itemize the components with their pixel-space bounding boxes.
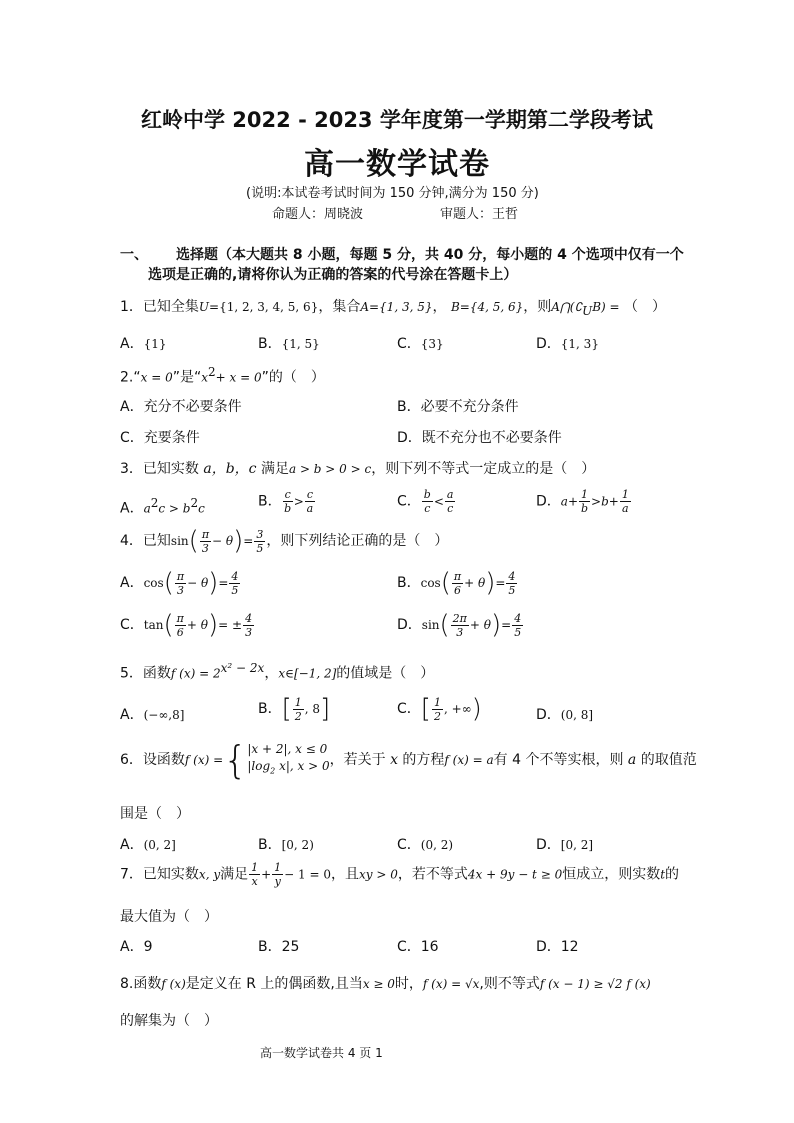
q1-text: 1．已知全集 bbox=[120, 299, 199, 315]
q6-option-a-value: (0, 2] bbox=[143, 838, 176, 852]
q6-option-c-label: C． bbox=[397, 837, 421, 853]
q1-option-c-label: C． bbox=[397, 336, 421, 352]
q4-text2: ，则下列结论正确的是（ ） bbox=[266, 533, 449, 549]
q1-text4: ，则 bbox=[523, 299, 552, 315]
q5-option-b-label: B． bbox=[258, 701, 282, 717]
exam-title: 红岭中学 2022 - 2023 学年度第一学期第二学段考试 bbox=[141, 108, 653, 132]
q2-text1: 2.“ bbox=[120, 369, 141, 386]
q6-option-c-value: (0, 2) bbox=[420, 838, 454, 852]
q5-option-b[interactable]: B．[ $\frac{1}{2}$ , 8] bbox=[258, 694, 331, 724]
question-6: 6．设函数f (x) ={ |x + 2|, x ≤ 0 $|\log_2$ x|, x > 0 ，若关于 x 的方程f (x) = a有 4 个不等实根，则 a 的取值范 bbox=[120, 738, 697, 782]
q5-text1: 5．函数 bbox=[120, 665, 171, 682]
q2-option-c[interactable]: C．充要条件 bbox=[120, 430, 200, 446]
q8-text-cont: 的解集为（ ） bbox=[120, 1013, 218, 1029]
q5-option-c[interactable]: C．[ $\frac{1}{2}$ , +∞) bbox=[397, 694, 482, 724]
q6-option-a-label: A． bbox=[120, 837, 144, 853]
q6-option-b[interactable] bbox=[258, 834, 314, 854]
q1-option-c[interactable] bbox=[397, 333, 444, 353]
question-7: 7．已知实数x, y满足 $\frac{1}{x}$ + $\frac{1}{y}$ − 1 = 0，且xy > 0，若不等式4x + 9y − t ≥ 0恒成立，则实数t的 bbox=[120, 861, 680, 888]
q6-option-a[interactable] bbox=[120, 834, 176, 854]
q3-option-b-label: B． bbox=[258, 493, 282, 510]
q1-option-d[interactable] bbox=[536, 333, 599, 353]
q7-text1: 7．已知实数 bbox=[120, 866, 199, 883]
question-1 bbox=[120, 296, 666, 318]
q1-sub: U bbox=[582, 303, 593, 318]
q1-expr2: B) = bbox=[592, 300, 620, 314]
q6-text1: 6．设函数 bbox=[120, 752, 185, 768]
q1-u: U bbox=[198, 300, 210, 314]
q3-option-a-label: A． bbox=[120, 500, 144, 517]
q5-text3: 的值域是（ ） bbox=[336, 665, 435, 682]
exam-note: (说明:本试卷考试时间为 150 分钟,满分为 150 分) bbox=[246, 186, 539, 201]
q3-option-a[interactable]: A．$a^2c > b^2c$ bbox=[120, 496, 205, 517]
q3-option-c-label: C． bbox=[397, 493, 421, 510]
q6-option-b-label: B． bbox=[258, 837, 282, 853]
q7-option-c[interactable]: C．16 bbox=[397, 939, 439, 955]
question-4: 4．已知sin( $\frac{\pi}{3}$ − θ)= $\frac{3}{5}$ ，则下列结论正确的是（ ） bbox=[120, 526, 449, 556]
q1-set-a: A={1, 3, 5} bbox=[360, 300, 433, 314]
page-footer: 高一数学试卷共 4 页 1 bbox=[260, 1046, 383, 1060]
q3-text2: 满足 bbox=[256, 461, 289, 477]
q1-option-a-value: {1} bbox=[143, 337, 167, 351]
q3-vars: a，b，c bbox=[203, 461, 257, 477]
question-8: 8.函数f (x)是定义在 R 上的偶函数,且当x ≥ 0时，f (x) = √x,则不等式f (x − 1) ≥ √2 f (x) bbox=[120, 976, 651, 992]
exam-subtitle: 高一数学试卷 bbox=[304, 147, 490, 182]
q1-uset: ={1, 2, 3, 4, 5, 6} bbox=[209, 300, 319, 314]
q6-option-d-label: D． bbox=[536, 837, 561, 853]
section-heading-line1: 选择题（本大题共 8 小题，每题 5 分，共 40 分，每小题的 4 个选项中仅有一个 bbox=[176, 247, 684, 263]
q5-option-a-label: A． bbox=[120, 707, 144, 723]
q5-option-d-label: D． bbox=[536, 707, 561, 723]
q5-option-d-value: (0, 8] bbox=[560, 708, 594, 722]
q4-option-b-label: B． bbox=[397, 575, 421, 591]
q6-option-d[interactable] bbox=[536, 834, 593, 854]
q2-text3: ”的（ ） bbox=[261, 369, 325, 386]
q4-option-c-label: C． bbox=[120, 617, 144, 633]
q4-option-a[interactable]: A．cos( $\frac{\pi}{3}$ − θ)= $\frac{4}{5}$ bbox=[120, 568, 239, 598]
section-number: 一、 bbox=[120, 247, 148, 263]
q2-math1: x = 0 bbox=[140, 370, 173, 385]
q6-option-b-value: [0, 2) bbox=[281, 838, 314, 852]
q2-text2: ”是“ bbox=[172, 369, 202, 386]
q2-math2: x bbox=[201, 370, 209, 385]
question-2: 2.“x = 0”是“$x^2+ x = 0$”的（ ） bbox=[120, 365, 325, 386]
section-heading-line2: 选项是正确的,请将你认为正确的答案的代号涂在答题卡上） bbox=[148, 267, 518, 283]
q1-text3: ， bbox=[432, 299, 447, 315]
q1-option-b-label: B． bbox=[258, 336, 282, 352]
q1-option-a[interactable] bbox=[120, 333, 166, 353]
q6-option-d-value: [0, 2] bbox=[560, 838, 594, 852]
q1-paren: （ ） bbox=[624, 299, 667, 315]
q3-option-c[interactable]: C． $\frac{b}{c}$ < $\frac{a}{c}$ bbox=[397, 488, 454, 515]
q3-text3: ，则下列不等式一定成立的是（ ） bbox=[371, 461, 596, 477]
q4-text1: 4．已知 bbox=[120, 533, 171, 549]
q7-text-cont: 最大值为（ ） bbox=[120, 909, 218, 925]
q5-option-d[interactable] bbox=[536, 704, 593, 724]
q1-option-b-value: {1, 5} bbox=[281, 337, 320, 351]
question-3 bbox=[120, 458, 595, 478]
q2-option-b[interactable]: B．必要不充分条件 bbox=[397, 399, 519, 415]
author: 命题人：周晓波 bbox=[272, 207, 364, 222]
q5-option-a-value: (−∞,8] bbox=[143, 708, 185, 722]
q1-expr: A⋂(∁ bbox=[551, 300, 583, 314]
q4-option-a-label: A． bbox=[120, 575, 144, 591]
q2-option-d[interactable]: D．既不充分也不必要条件 bbox=[397, 430, 562, 446]
q6-text-cont: 围是（ ） bbox=[120, 806, 190, 822]
q1-option-c-value: {3} bbox=[420, 337, 444, 351]
q3-text1: 3．已知实数 bbox=[120, 461, 204, 477]
q3-option-b[interactable]: B． $\frac{c}{b}$ > $\frac{c}{a}$ bbox=[258, 488, 314, 515]
q4-option-d[interactable]: D．sin( $\frac{2\pi}{3}$ + θ)= $\frac{4}{5}$ bbox=[397, 610, 522, 640]
q7-option-a[interactable]: A．9 bbox=[120, 939, 153, 955]
q1-option-a-label: A． bbox=[120, 336, 144, 352]
q3-cond: a > b > 0 > c bbox=[288, 462, 372, 476]
reviewer: 审题人：王哲 bbox=[440, 207, 519, 222]
q7-option-b[interactable]: B．25 bbox=[258, 939, 300, 955]
q8-text1: 8.函数 bbox=[120, 976, 162, 992]
q4-option-d-label: D． bbox=[397, 617, 422, 633]
q3-option-d-label: D． bbox=[536, 493, 561, 510]
q6-option-c[interactable] bbox=[397, 834, 453, 854]
q5-option-a[interactable] bbox=[120, 704, 184, 724]
q1-option-b[interactable] bbox=[258, 333, 320, 353]
q7-option-d[interactable]: D．12 bbox=[536, 939, 579, 955]
q3-option-d[interactable]: D．a+ $\frac{1}{b}$ >b+ $\frac{1}{a}$ bbox=[536, 488, 629, 515]
q5-option-c-label: C． bbox=[397, 701, 421, 717]
q4-option-b[interactable]: B．cos( $\frac{\pi}{6}$ + θ)= $\frac{4}{5}$ bbox=[397, 568, 516, 598]
q1-option-d-value: {1, 3} bbox=[560, 337, 599, 351]
q2-option-a[interactable]: A．充分不必要条件 bbox=[120, 399, 242, 415]
q1-option-d-label: D． bbox=[536, 336, 561, 352]
q1-set-b: B={4, 5, 6} bbox=[450, 300, 524, 314]
q2-math2b: + x = 0 bbox=[215, 370, 262, 385]
question-5: 5．函数f $(x) = 2^{x^2 - 2x}$，x∈[−1, 2]的值域是（ ） bbox=[120, 661, 435, 682]
q4-option-c[interactable]: C．tan( $\frac{\pi}{6}$ + θ)= ± $\frac{4}{3}$ bbox=[120, 610, 253, 640]
q1-text2: ，集合 bbox=[318, 299, 361, 315]
